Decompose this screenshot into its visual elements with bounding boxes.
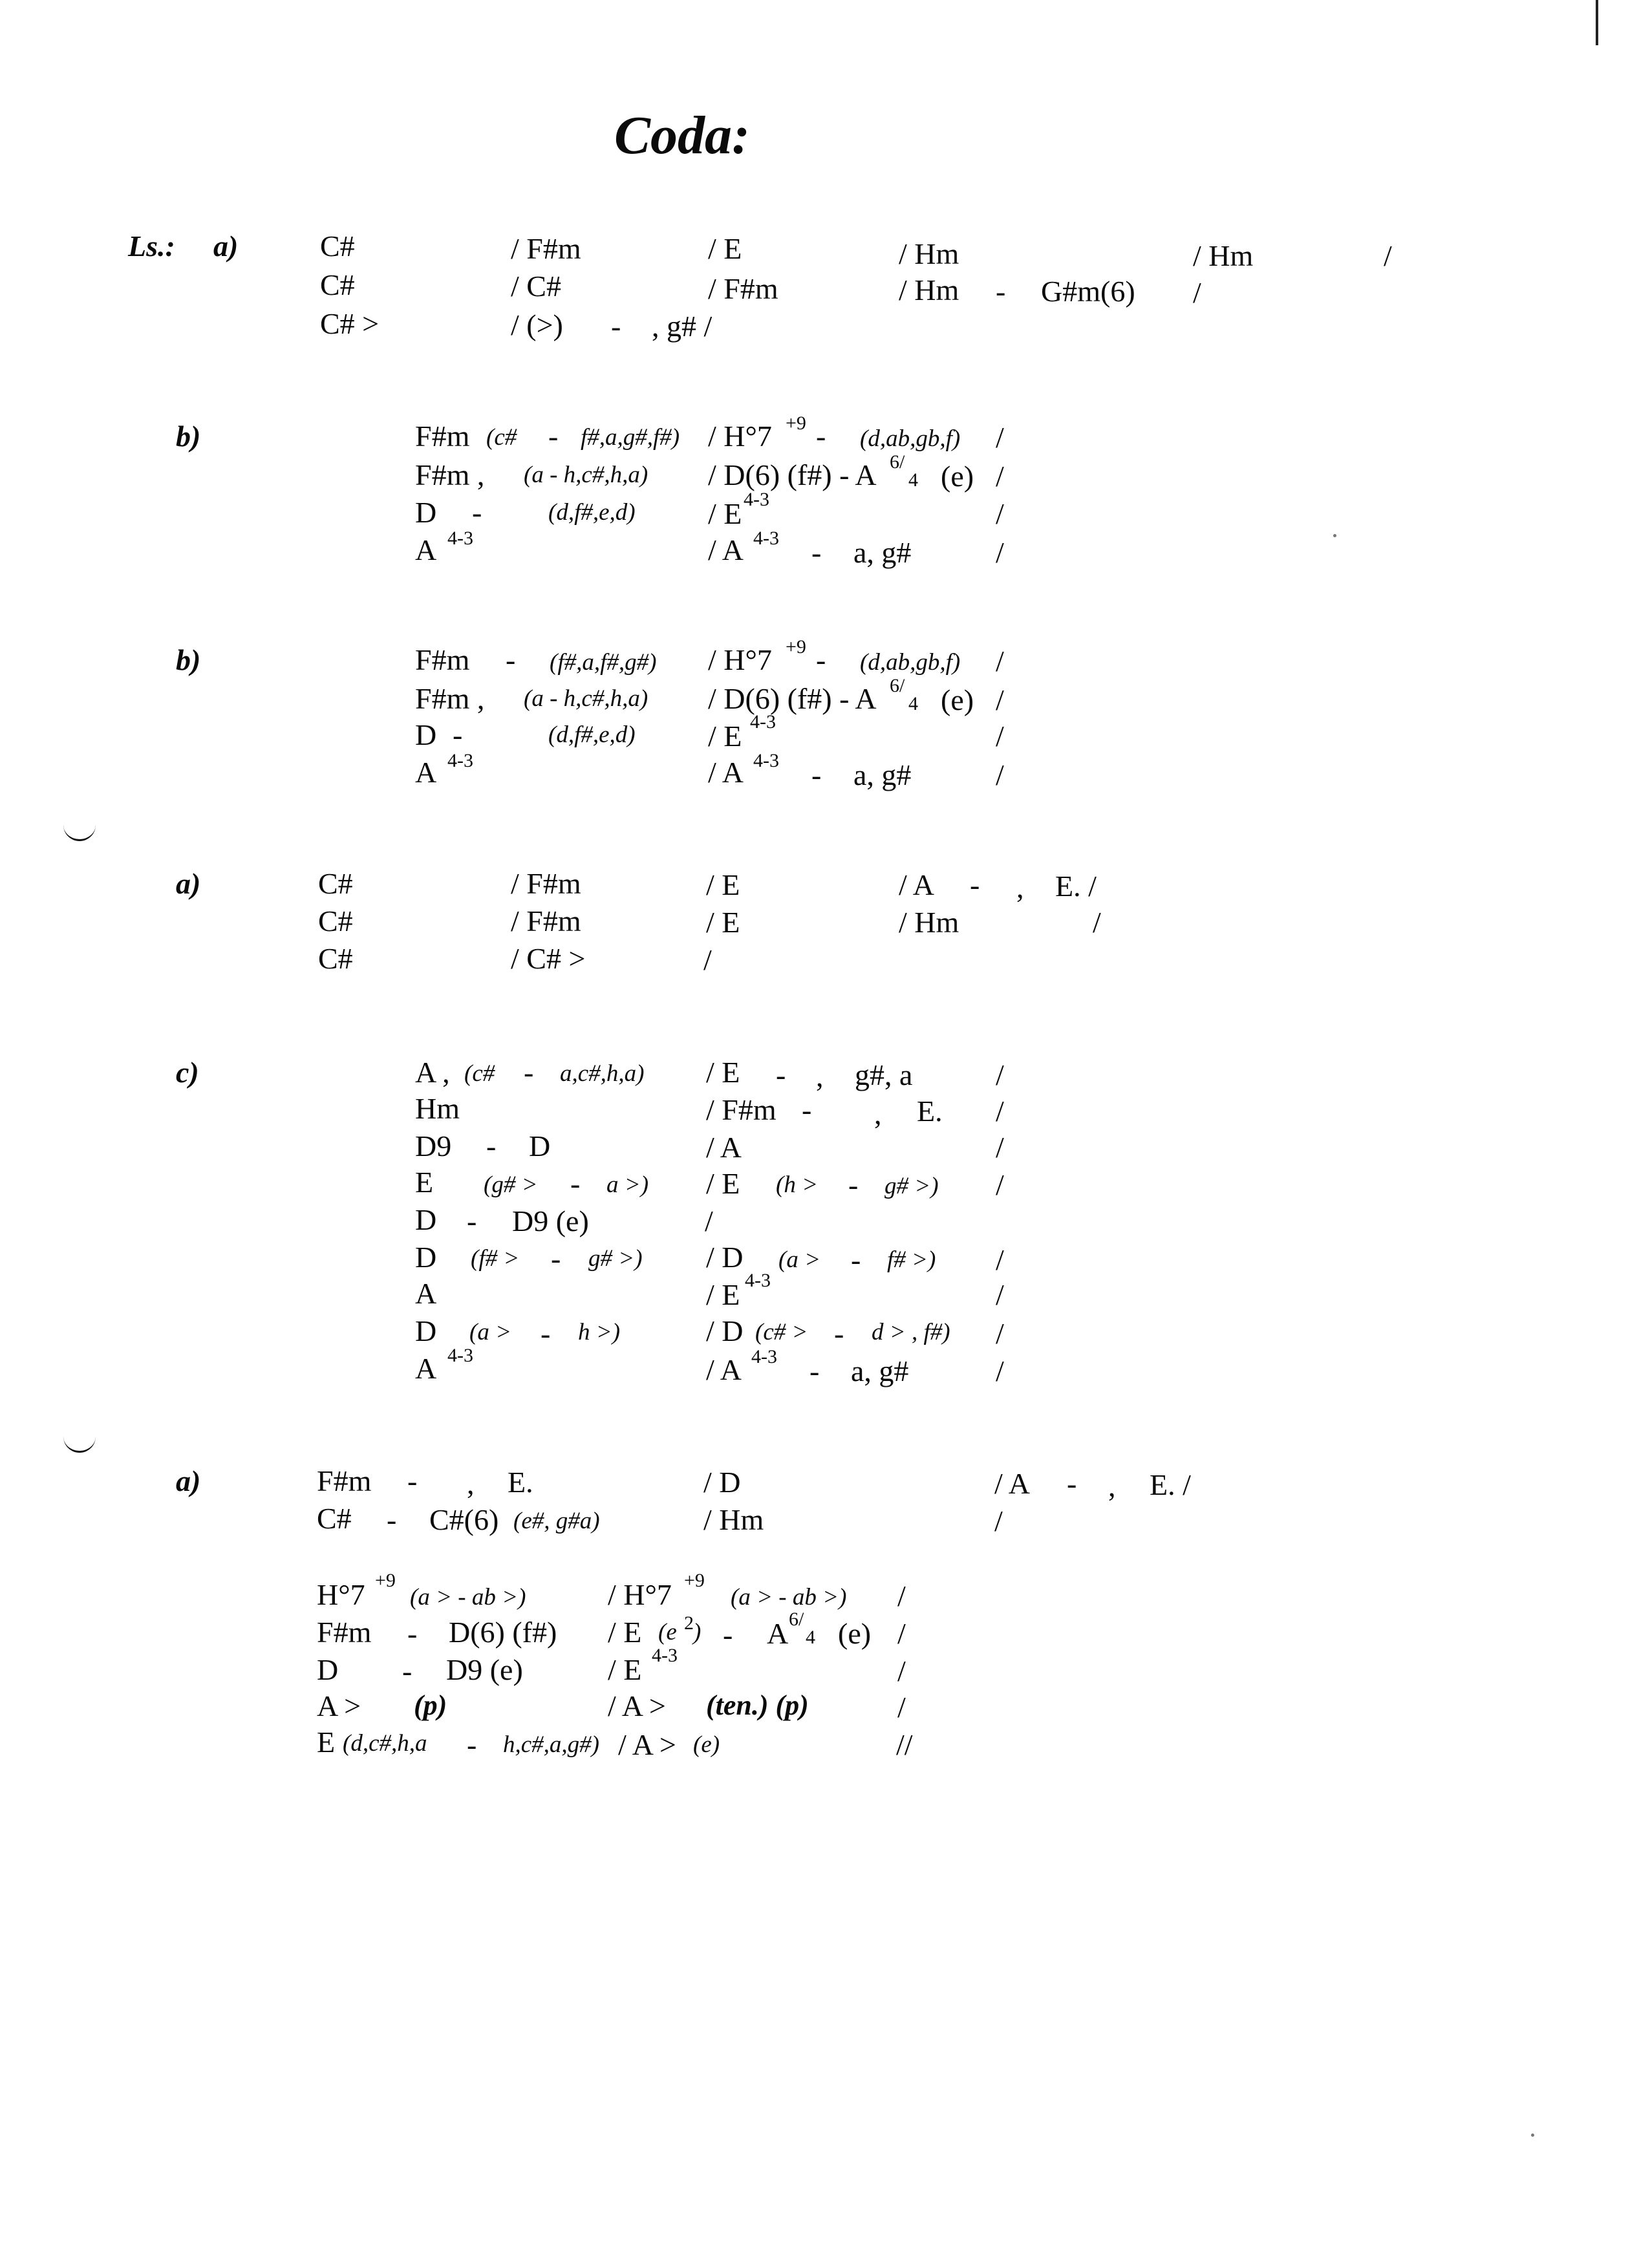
melody: f# >) bbox=[887, 1246, 936, 1273]
dash: - bbox=[809, 1354, 820, 1387]
melody: (d,f#,e,d) bbox=[548, 722, 636, 748]
chord-superscript: 4-3 bbox=[745, 1270, 771, 1291]
chord: / E bbox=[706, 1278, 740, 1311]
barline: / bbox=[996, 683, 1004, 716]
melody: h,c#,a,g#) bbox=[503, 1731, 599, 1758]
chord: E bbox=[415, 1166, 434, 1199]
chord-superscript: 4-3 bbox=[750, 711, 776, 733]
barline: / bbox=[996, 536, 1004, 569]
chord: (e) bbox=[941, 683, 974, 716]
chord: g#, a bbox=[855, 1058, 913, 1091]
section-label: b) bbox=[176, 420, 201, 453]
chord: / A bbox=[706, 1353, 742, 1386]
chord: D bbox=[415, 718, 437, 751]
chord: / A bbox=[899, 868, 934, 901]
dash: - bbox=[467, 1728, 477, 1761]
margin-mark bbox=[63, 1434, 96, 1453]
chord: F#m bbox=[415, 643, 470, 676]
dash: - bbox=[453, 718, 463, 751]
dash: - bbox=[524, 1056, 534, 1089]
chord-superscript: 6/ bbox=[890, 675, 905, 696]
chord: A , bbox=[415, 1056, 450, 1089]
chord: D bbox=[529, 1129, 551, 1162]
dash: - bbox=[486, 1129, 497, 1162]
section-label: a) bbox=[176, 867, 201, 900]
chord: a, g# bbox=[853, 758, 912, 791]
melody: (a - h,c#,h,a) bbox=[524, 462, 648, 488]
chord: a, g# bbox=[853, 536, 912, 569]
dash: - bbox=[570, 1167, 581, 1200]
chord: / A bbox=[708, 533, 744, 566]
chord: / E bbox=[706, 868, 740, 901]
chord: A > bbox=[317, 1689, 361, 1722]
barline: / bbox=[705, 1204, 713, 1237]
dash: - bbox=[541, 1317, 551, 1350]
barline: / bbox=[996, 720, 1004, 753]
chord: E. bbox=[508, 1466, 533, 1499]
melody: (d,f#,e,d) bbox=[548, 499, 636, 526]
chord: / C# bbox=[511, 270, 561, 303]
melody: (d,ab,gb,f) bbox=[860, 649, 961, 676]
chord: / E bbox=[608, 1616, 642, 1649]
chord-superscript: +9 bbox=[375, 1570, 396, 1591]
chord: / E bbox=[708, 232, 742, 265]
chord: D bbox=[415, 1203, 437, 1236]
chord: E. bbox=[917, 1095, 943, 1128]
chord: / E bbox=[708, 497, 742, 530]
chord-subscript: 4 bbox=[806, 1627, 815, 1648]
chord: / A bbox=[706, 1131, 742, 1164]
dash: - bbox=[776, 1058, 786, 1091]
chord-superscript: 4-3 bbox=[744, 489, 769, 510]
chord-superscript: +9 bbox=[786, 636, 806, 658]
dash: - bbox=[548, 420, 559, 453]
barline: / bbox=[996, 1354, 1004, 1387]
melody: (d,ab,gb,f) bbox=[860, 425, 961, 452]
chord: / A bbox=[994, 1467, 1030, 1500]
chord-superscript: 4-3 bbox=[753, 750, 779, 771]
chord: / E bbox=[706, 1167, 740, 1200]
chord: C# bbox=[318, 867, 353, 900]
chord: / (>) bbox=[511, 308, 563, 341]
chord: / D bbox=[703, 1466, 741, 1499]
chord: C# bbox=[317, 1502, 352, 1535]
section-label: a) bbox=[213, 230, 239, 262]
barline: / bbox=[703, 943, 712, 976]
melody: f#,a,g#,f#) bbox=[581, 424, 680, 451]
barline: / bbox=[996, 1095, 1004, 1128]
melody: (h > bbox=[776, 1171, 819, 1198]
chord: E. / bbox=[1150, 1468, 1191, 1501]
melody: d > , f#) bbox=[872, 1319, 950, 1345]
dash: - bbox=[402, 1654, 412, 1687]
barline: / bbox=[996, 1131, 1004, 1164]
chord: D(6) (f#) bbox=[449, 1616, 557, 1649]
chord: D bbox=[317, 1653, 339, 1686]
melody: (e bbox=[658, 1619, 677, 1645]
barline: / bbox=[897, 1617, 906, 1650]
chord: C# bbox=[320, 230, 355, 262]
melody: a >) bbox=[606, 1171, 649, 1198]
melody: (f#,a,f#,g#) bbox=[550, 649, 657, 676]
dash: - bbox=[387, 1503, 397, 1536]
barline: / bbox=[996, 758, 1004, 791]
barline: / bbox=[1093, 906, 1101, 939]
barline: / bbox=[996, 1317, 1004, 1350]
barline: / bbox=[996, 1058, 1004, 1091]
chord: G#m(6) bbox=[1041, 275, 1135, 308]
dynamic: (p) bbox=[414, 1689, 447, 1721]
dash: - bbox=[407, 1464, 418, 1497]
dash: - bbox=[802, 1093, 812, 1126]
chord: F#m , bbox=[415, 682, 485, 715]
chord: / Hm bbox=[899, 906, 959, 939]
dash: - bbox=[811, 536, 822, 569]
melody: (a - h,c#,h,a) bbox=[524, 685, 648, 712]
page-title: Coda: bbox=[614, 105, 750, 166]
chord: / A > bbox=[608, 1689, 666, 1722]
chord-superscript: 4-3 bbox=[652, 1645, 678, 1666]
section-label: b) bbox=[176, 643, 201, 676]
dash: - bbox=[816, 420, 826, 453]
melody: (a > bbox=[778, 1246, 821, 1273]
chord: / D bbox=[706, 1241, 744, 1274]
chord: / A > bbox=[618, 1728, 676, 1761]
barline: / bbox=[897, 1691, 906, 1724]
barline: / bbox=[996, 460, 1004, 493]
final-barline: // bbox=[896, 1728, 913, 1761]
chord: / D bbox=[706, 1314, 744, 1347]
melody: (c# > bbox=[755, 1319, 808, 1345]
comma: , bbox=[467, 1467, 475, 1500]
chord-superscript: 6/ bbox=[890, 451, 905, 473]
chord-superscript: 4-3 bbox=[751, 1346, 777, 1367]
melody: ) bbox=[693, 1619, 702, 1645]
section-label: a) bbox=[176, 1464, 201, 1497]
melody: g# >) bbox=[588, 1245, 643, 1272]
chord: F#m , bbox=[415, 458, 485, 491]
chord: / F#m bbox=[511, 904, 581, 937]
chord: A bbox=[415, 756, 437, 789]
chord-superscript: 4-3 bbox=[447, 750, 473, 771]
barline: / bbox=[897, 1654, 906, 1687]
chord: / D(6) (f#) - A bbox=[708, 682, 877, 715]
chord: D bbox=[415, 1241, 437, 1274]
melody: (g# > bbox=[484, 1171, 538, 1198]
comma: , bbox=[874, 1097, 882, 1130]
chord: / F#m bbox=[511, 232, 581, 265]
barline: / bbox=[994, 1504, 1003, 1537]
chord: / A bbox=[708, 756, 744, 789]
dash: - bbox=[472, 496, 482, 529]
chord: D9 (e) bbox=[512, 1204, 589, 1237]
dash: - bbox=[851, 1243, 861, 1276]
chord: C# bbox=[320, 268, 355, 301]
margin-mark bbox=[63, 822, 96, 841]
scan-speck bbox=[1531, 2134, 1534, 2137]
melody: (d,c#,h,a bbox=[343, 1730, 427, 1757]
chord: / Hm bbox=[1193, 239, 1254, 272]
dash: - bbox=[811, 758, 822, 791]
chord: / Hm bbox=[703, 1503, 764, 1536]
dash: - bbox=[611, 310, 621, 343]
melody: (a > bbox=[469, 1319, 512, 1345]
chord: H°7 bbox=[317, 1578, 365, 1611]
dash: - bbox=[551, 1242, 561, 1275]
chord: A bbox=[415, 1352, 437, 1385]
dash: - bbox=[1067, 1467, 1077, 1500]
comma: , bbox=[816, 1060, 824, 1093]
barline: / bbox=[1384, 239, 1392, 272]
barline: / bbox=[996, 1243, 1004, 1276]
barline: / bbox=[996, 1168, 1004, 1201]
chord: E. / bbox=[1055, 870, 1097, 903]
melody: (c# bbox=[486, 424, 517, 451]
chord: / C# > bbox=[511, 942, 586, 975]
chord-superscript: 4-3 bbox=[447, 528, 473, 549]
chord: / F#m bbox=[708, 272, 778, 305]
dash: - bbox=[996, 275, 1006, 308]
melody: (e#, g#a) bbox=[513, 1508, 600, 1534]
chord: a, g# bbox=[851, 1354, 909, 1387]
dash: - bbox=[467, 1204, 477, 1237]
chord-superscript: +9 bbox=[786, 412, 806, 434]
dash: - bbox=[848, 1168, 859, 1201]
scan-speck bbox=[1333, 534, 1336, 537]
comma: , bbox=[1108, 1470, 1116, 1503]
dash: - bbox=[834, 1317, 844, 1350]
chord: C# bbox=[318, 904, 353, 937]
chord: C# > bbox=[320, 307, 380, 340]
chord: / H°7 bbox=[608, 1578, 672, 1611]
chord: (e) bbox=[941, 460, 974, 493]
melody: g# >) bbox=[884, 1173, 939, 1199]
dash: - bbox=[506, 643, 516, 676]
dash: - bbox=[407, 1617, 418, 1650]
chord: / Hm bbox=[899, 237, 959, 270]
chord: F#m bbox=[415, 420, 470, 453]
chord: D bbox=[415, 1314, 437, 1347]
chord: / H°7 bbox=[708, 420, 772, 453]
barline: / bbox=[996, 1278, 1004, 1311]
chord: / E bbox=[706, 1056, 740, 1089]
melody: (f# > bbox=[471, 1245, 520, 1272]
barline: / bbox=[1193, 276, 1201, 309]
chord: (e) bbox=[838, 1617, 872, 1650]
chord: / D(6) (f#) - A bbox=[708, 458, 877, 491]
melody: (a > - ab >) bbox=[731, 1584, 847, 1610]
barline: / bbox=[996, 645, 1004, 678]
dash: - bbox=[816, 643, 826, 676]
barline: / bbox=[996, 421, 1004, 454]
chord: D9 bbox=[415, 1129, 452, 1162]
section-label: c) bbox=[176, 1056, 199, 1089]
melody: (c# bbox=[464, 1060, 495, 1087]
ls-prefix: Ls.: bbox=[128, 230, 175, 262]
barline: / bbox=[996, 497, 1004, 530]
chord: / E bbox=[608, 1653, 642, 1686]
chord: A bbox=[767, 1617, 789, 1650]
dash: - bbox=[970, 868, 980, 901]
chord-subscript: 4 bbox=[908, 469, 918, 491]
melody: h >) bbox=[578, 1319, 621, 1345]
dash: - bbox=[723, 1618, 733, 1651]
scan-edge-line bbox=[1596, 0, 1598, 45]
chord-superscript: 4-3 bbox=[753, 528, 779, 549]
melody: (e) bbox=[693, 1731, 720, 1758]
chord: / E bbox=[708, 720, 742, 753]
dynamic: (ten.) (p) bbox=[706, 1689, 809, 1721]
chord-superscript: 6/ bbox=[789, 1609, 804, 1630]
chord: A bbox=[415, 533, 437, 566]
comma: , bbox=[1016, 871, 1024, 904]
chord: F#m bbox=[317, 1616, 372, 1649]
chord: / E bbox=[706, 906, 740, 939]
chord-superscript: 4-3 bbox=[447, 1345, 473, 1366]
chord: / Hm bbox=[899, 273, 959, 306]
barline: / bbox=[897, 1579, 906, 1612]
chord: E bbox=[317, 1726, 336, 1759]
chord: D bbox=[415, 496, 437, 529]
chord: / F#m bbox=[511, 867, 581, 900]
chord: D9 (e) bbox=[446, 1653, 523, 1686]
chord: C#(6) bbox=[429, 1503, 499, 1536]
chord: A bbox=[415, 1277, 437, 1310]
chord: / H°7 bbox=[708, 643, 772, 676]
melody-superscript: 2 bbox=[684, 1612, 694, 1634]
chord-superscript: +9 bbox=[684, 1570, 705, 1591]
chord: Hm bbox=[415, 1092, 460, 1125]
melody: (a > - ab >) bbox=[410, 1584, 526, 1610]
chord: C# bbox=[318, 942, 353, 975]
chord-subscript: 4 bbox=[908, 693, 918, 714]
chord: F#m bbox=[317, 1464, 372, 1497]
melody: a,c#,h,a) bbox=[560, 1060, 645, 1087]
chord: , g# / bbox=[652, 310, 712, 343]
chord: / F#m bbox=[706, 1093, 777, 1126]
